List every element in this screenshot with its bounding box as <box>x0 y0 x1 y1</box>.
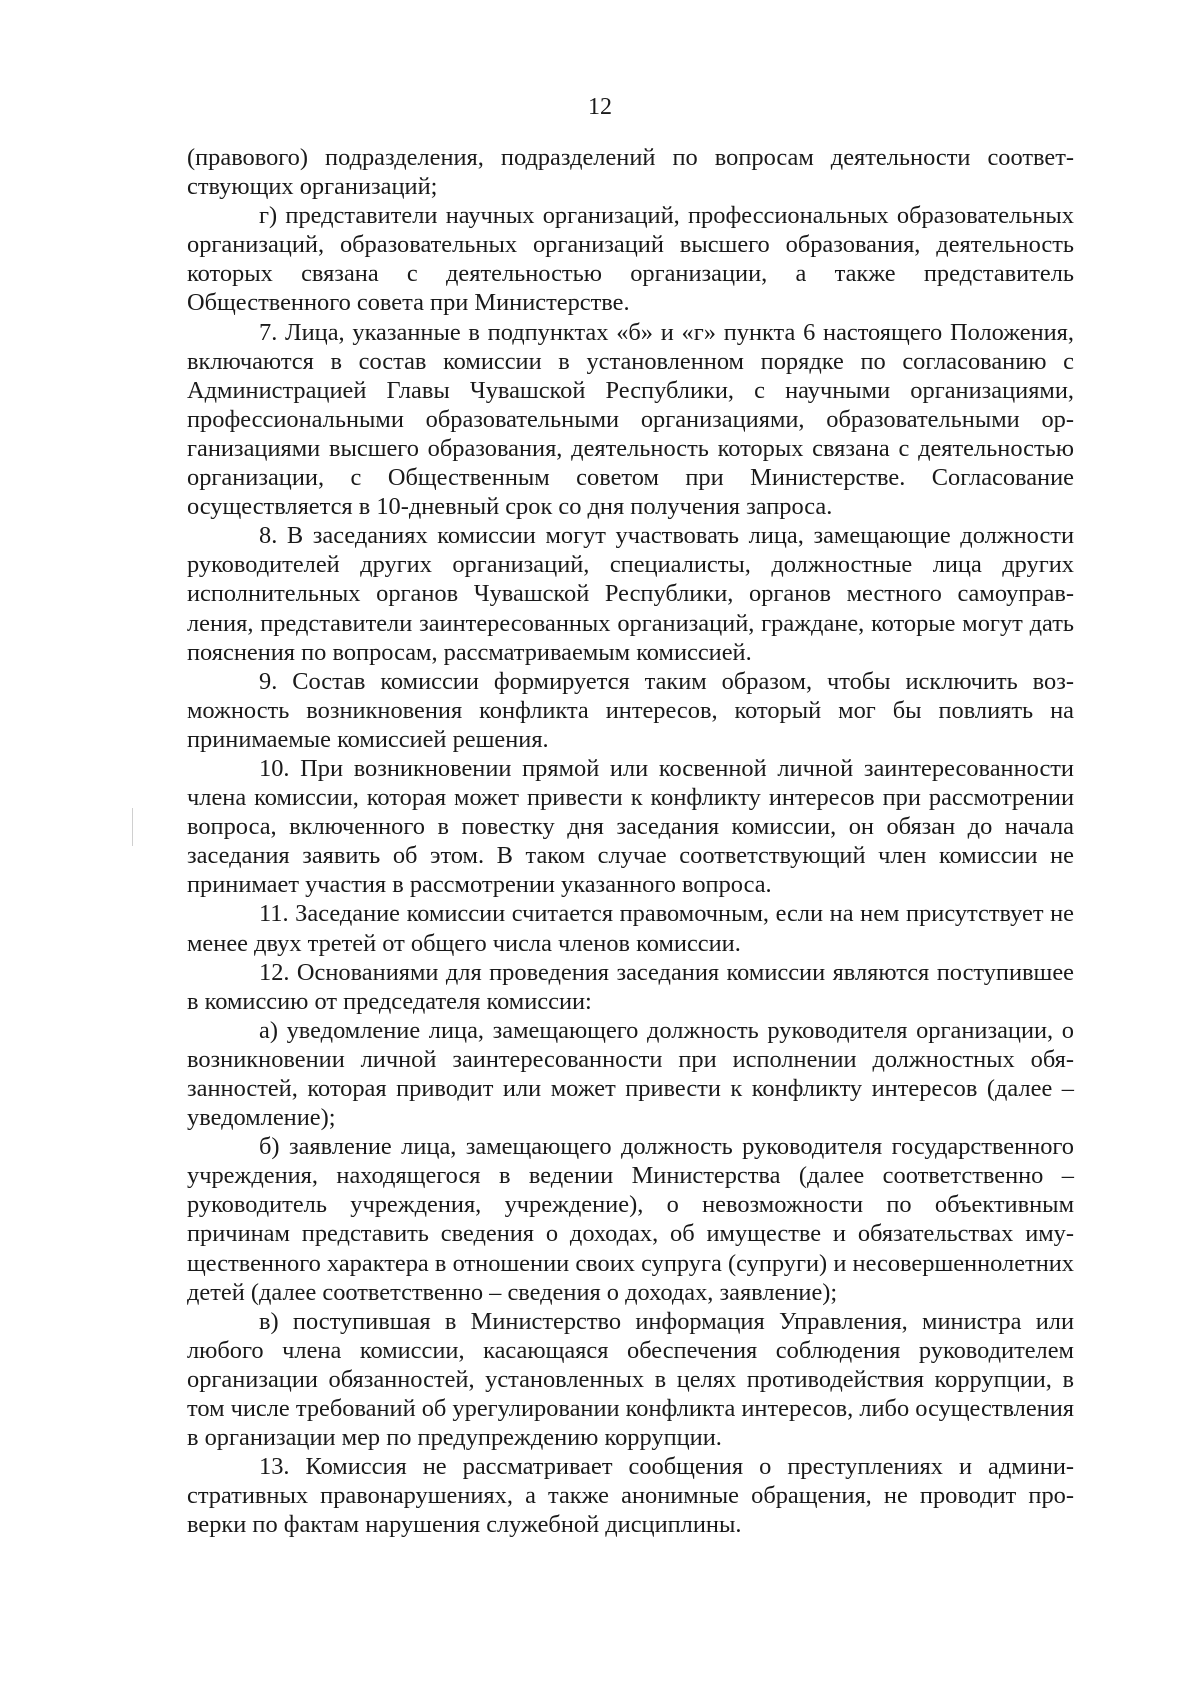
paragraph-12-subitem-v: в) поступившая в Министерство информация Управления, министра или любого члена комиссии, касающаяся обеспечения соблюдения руководителем организации обязанностей, установленных в целях противодействия коррупции, в том числе требований об урегулировании конфликта интересов, либо осуществления в организации мер по предупреждению коррупции. <box>187 1307 1074 1452</box>
paragraph-9: 9. Состав комиссии формируется таким образом, чтобы исключить возможность возникновения конфликта интересов, который мог бы повлиять на принимаемые комиссией решения. <box>187 667 1074 753</box>
paragraph-12-subitem-a: а) уведомление лица, замещающего должность руководителя организации, о возникновении личной заинтересованности при исполнении должностных обязанностей, которая приводит или может привести к конфликту интересов (далее – уведомление); <box>187 1016 1074 1132</box>
paragraph-subitem-g: г) представители научных организаций, профессиональных образовательных организаций, образовательных организаций высшего образования, деятельность которых связана с деятельностью организации, а также представитель Общественного совета при Министерстве. <box>187 202 1074 317</box>
paragraph-11: 11. Заседание комиссии считается правомочным, если на нем присутствует не менее двух третей от общего числа членов комиссии. <box>187 900 1074 957</box>
paragraph-continuation: (правового) подразделения, подразделений по вопросам деятельности соответствующих организаций; <box>187 144 1074 201</box>
paragraph-7: 7. Лица, указанные в подпунктах «б» и «г» пункта 6 настоящего Положения, включаются в состав комиссии в установленном порядке по согласованию с Администрацией Главы Чувашской Республики, с научными организациями, профессиональными образовательными организациями, образовательными организациями высшего образования, деятельность которых связана с деятельностью организации, с Общественным советом при Министерстве. Согласование осуществляется в 10-дневный срок со дня получения запроса. <box>187 318 1074 521</box>
paragraph-10: 10. При возникновении прямой или косвенной личной заинтересованности члена комиссии, которая может привести к конфликту интересов при рассмотрении вопроса, включенного в повестку дня заседания комиссии, он обязан до начала заседания заявить об этом. В таком случае соответствующий член комиссии не принимает участия в рассмотрении указанного вопроса. <box>187 754 1074 899</box>
paragraph-8: 8. В заседаниях комиссии могут участвовать лица, замещающие должности руководителей других организаций, специалисты, должностные лица других исполнительных органов Чувашской Республики, органов местного самоуправления, представители заинтересованных организаций, граждане, которые могут дать пояснения по вопросам, рассматриваемым комиссией. <box>187 522 1074 666</box>
paragraph-12: 12. Основаниями для проведения заседания комиссии являются поступившее в комиссию от председателя комиссии: <box>187 958 1074 1015</box>
document-body <box>187 143 1074 1540</box>
paragraph-13: 13. Комиссия не рассматривает сообщения о преступлениях и административных правонарушениях, а также анонимные обращения, не проводит проверки по фактам нарушения служебной дисциплины. <box>187 1453 1074 1539</box>
paragraph-12-subitem-b: б) заявление лица, замещающего должность руководителя государственного учреждения, находящегося в ведении Министерства (далее соответственно – руководитель учреждения, учреждение), о невозможности по объективным причинам представить сведения о доходах, об имуществе и обязательствах имущественного характера в отношении своих супруга (супруги) и несовершеннолетних детей (далее соответственно – сведения о доходах, заявление); <box>187 1133 1074 1306</box>
scan-artifact-line <box>132 808 133 846</box>
page-number: 12 <box>588 94 612 120</box>
